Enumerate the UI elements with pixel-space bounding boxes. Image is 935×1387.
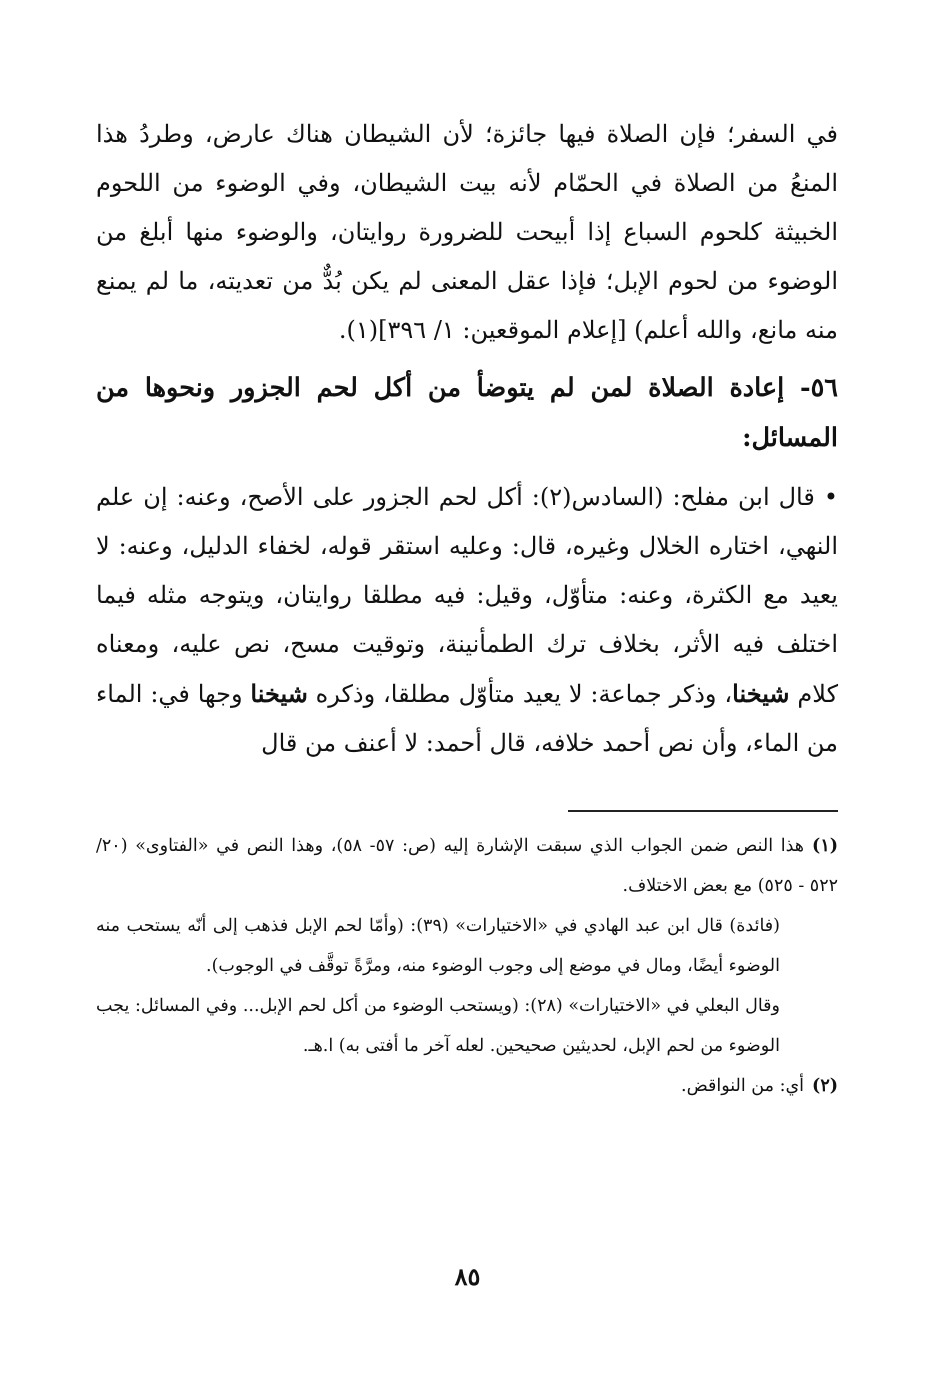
footnote-1-baali: وقال البعلي في «الاختيارات» (٢٨): (ويستحب الوضوء من أكل لحم الإبل... وفي المسائل: يجب الوضوء من لحم الإبل، لحديثين صحيحين. لعله آخر ما أفتى به) ا.هـ.	[96, 996, 780, 1056]
paragraph-2-text-1: • قال ابن مفلح: (السادس(٢): أكل لحم الجزور على الأصح، وعنه: إن علم النهي، اختاره الخلال وغيره، قال: وعليه استقر قوله، لخفاء الدليل، وعنه: لا يعيد مع الكثرة، وعنه: متأوّل، وقيل: فيه مطلقا روايتان، ويتوجه مثله فيما اختلف فيه الأثر، بخلاف ترك الطمأنينة، وتوقيت مسح، نص عليه، ومعناه كلام	[96, 483, 839, 708]
body-paragraph-1: في السفر؛ فإن الصلاة فيها جائزة؛ لأن الشيطان هناك عارض، وطردُ هذا المنعُ من الصلاة في الحمّام لأنه بيت الشيطان، وفي الوضوء من اللحوم الخبيثة كلحوم السباع إذا أبيحت للضرورة روايتان، والوضوء منها أبلغ من الوضوء من لحوم الإبل؛ فإذا عقل المعنى لم يكن بُدٌّ من تعديته، ما لم يمنع منه مانع، والله أعلم) [إعلام الموقعين: ١/ ٣٩٦](١).	[96, 120, 838, 344]
paragraph-2-bold-2: شيخنا	[250, 679, 308, 708]
body-paragraph-2	[96, 473, 838, 768]
footnote-1	[96, 826, 838, 906]
footnote-2-text: أي: من النواقض.	[681, 1076, 805, 1096]
footnote-1-number: (١)	[812, 836, 838, 856]
paragraph-2-text-2: ، وذكر جماعة: لا يعيد متأوّل مطلقا، وذكره	[307, 680, 733, 708]
footnote-2	[96, 1066, 838, 1106]
section-heading: ٥٦- إعادة الصلاة لمن لم يتوضأ من أكل لحم الجزور ونحوها من المسائل:	[96, 373, 838, 453]
footnote-1-text: هذا النص ضمن الجواب الذي سبقت الإشارة إليه (ص: ٥٧- ٥٨)، وهذا النص في «الفتاوى» (٢٠/ ٥٢٢ - ٥٢٥) مع بعض الاختلاف.	[96, 836, 838, 896]
footnote-2-number: (٢)	[812, 1076, 838, 1096]
paragraph-2-text-3: وجها في: الماء من الماء، وأن نص أحمد خلافه، قال أحمد: لا أعنف من قال	[96, 680, 838, 757]
paragraph-2-bold-1: شيخنا	[732, 679, 790, 708]
footnote-divider	[568, 810, 838, 812]
footnote-1-benefit: (فائدة) قال ابن عبد الهادي في «الاختيارات» (٣٩): (وأمّا لحم الإبل فذهب إلى أنّه يستحب منه الوضوء أيضًا، ومال في موضع إلى وجوب الوضوء منه، ومرَّةً توقَّف في الوجوب).	[96, 916, 781, 976]
book-page	[96, 110, 838, 1290]
page-number: ٨٥	[454, 1262, 481, 1291]
